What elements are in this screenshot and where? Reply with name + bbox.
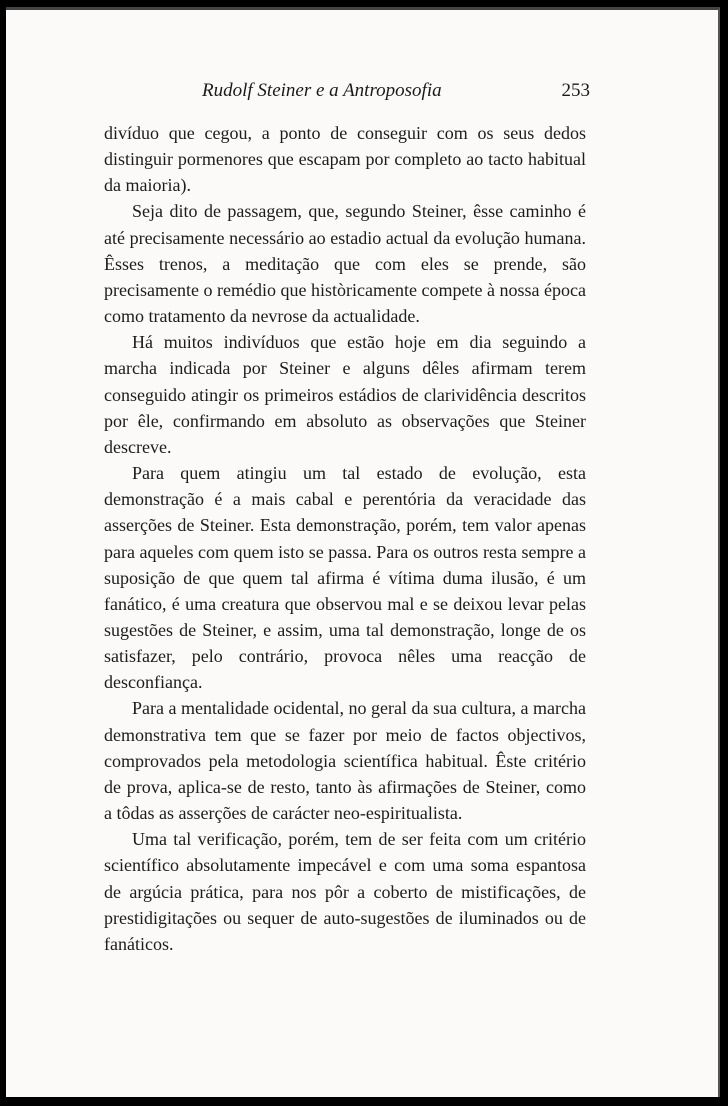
paragraph-5: Para a mentalidade ocidental, no geral da sua cultura, a marcha demonstrativa tem que se fazer por meio de factos objectivos, comprovados pela metodologia scientífica habitual. Êste critério de prova, aplica-se de resto, tanto às afirmações de Steiner, como a tôdas as asserções de carácter neo-espiritualista. bbox=[104, 698, 586, 824]
book-page bbox=[6, 7, 720, 1097]
paragraph-6: Uma tal verificação, porém, tem de ser feita com um critério scientífico absolutamente impecável e com uma soma espantosa de argúcia prática, para nos pôr a coberto de mistificações, de prestidigitações ou sequer de auto-sugestões de iluminados ou de fanáticos. bbox=[104, 829, 586, 954]
page-number: 253 bbox=[561, 80, 590, 101]
paragraph-4: Para quem atingiu um tal estado de evolução, esta demonstração é a mais cabal e perentória da veracidade das asserções de Steiner. Esta demonstração, porém, tem valor apenas para aqueles com quem isto se passa. Para os outros resta sempre a suposição de que quem tal afirma é vítima duma ilusão, é um fanático, é uma creatura que observou mal e se deixou levar pelas sugestões de Steiner, e assim, uma tal demonstração, longe de os satisfazer, pelo contrário, provoca nêles uma reacção de desconfiança. bbox=[104, 463, 586, 693]
page-header bbox=[110, 80, 590, 110]
paragraph-2: Seja dito de passagem, que, segundo Steiner, êsse caminho é até precisamente necessário ao estadio actual da evolução humana. Êsses trenos, a meditação que com eles se prende, são precisamente o remédio que històricamente compete à nossa época como tratamento da nevrose da actualidade. bbox=[104, 201, 586, 327]
body-text bbox=[104, 120, 586, 957]
paragraph-3: Há muitos indivíduos que estão hoje em dia seguindo a marcha indicada por Steiner e alguns dêles afirmam terem conseguido atingir os primeiros estádios de clarividência descritos por êle, confirmando em absoluto as observações que Steiner descreve. bbox=[104, 332, 586, 457]
running-title: Rudolf Steiner e a Antroposofia bbox=[202, 80, 442, 101]
paragraph-1: divíduo que cegou, a ponto de conseguir com os seus dedos distinguir pormenores que escapam por completo ao tacto habitual da maioria). bbox=[104, 123, 586, 196]
